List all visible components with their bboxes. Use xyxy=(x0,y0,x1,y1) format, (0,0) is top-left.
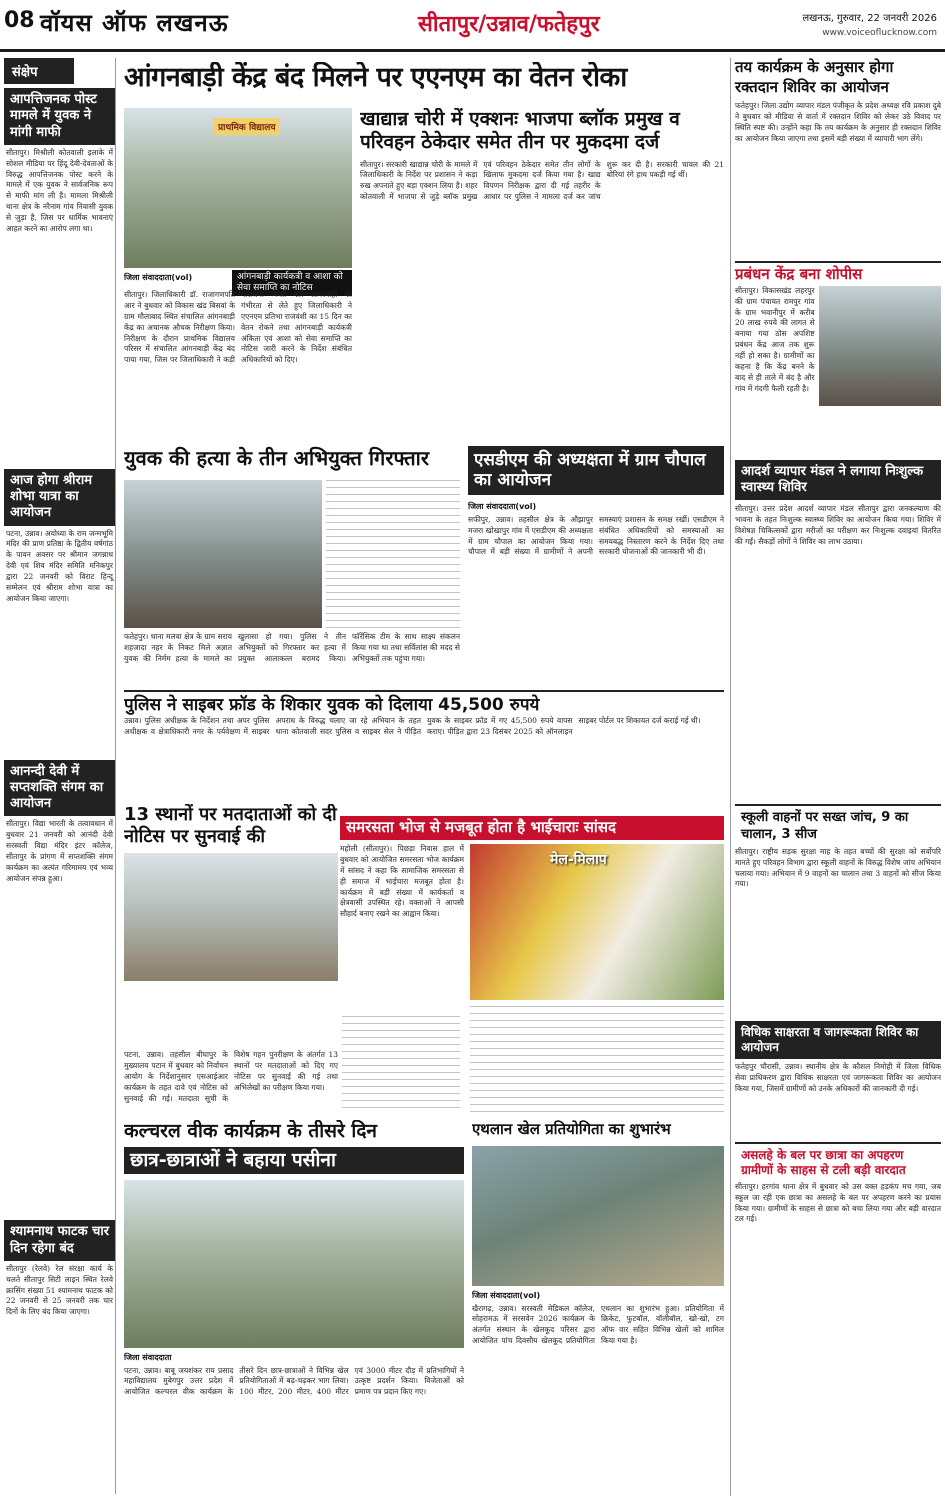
blood-headline: तय कार्यक्रम के अनुसार होगा रक्तदान शिविर का आयोजन xyxy=(735,58,894,96)
murder-text-side xyxy=(326,480,460,628)
shopees-headline: प्रबंधन केंद्र बना शोपीस xyxy=(735,261,941,286)
shopees-block xyxy=(735,286,941,456)
kidnap-text: सीतापुर। हरगांव थाना क्षेत्र में बुधवार को उस वक्त हड़कंप मच गया, जब स्कूल जा रही एक छात्रा का असलहे के बल पर अपहरण करने का प्रयास किया गया। ग्रामीणों के साहस से छात्रा को बचा लिया गया और बड़ी वारदात टल गई। xyxy=(735,1181,941,1224)
brief-text: पटना, उन्नाव। अयोध्या के राम जन्मभूमि मंदिर की प्राण प्रतिष्ठा के द्वितीय वर्षगांठ के पावन अवसर पर श्रीमान जगन्नाथ देवी एवं शिव मंदिर समिति मनिकपुर द्वारा 22 जनवरी को विराट हिन्दू सम्मेलन एवं श्रीराम शोभा यात्रा का आयोजन किया जाएगा। xyxy=(6,528,113,603)
blood-text: फतेहपुर। जिला उद्योग व्यापार मंडल पंजीकृत के प्रदेश अध्यक्ष रवि प्रकाश दुबे ने बुधवार को मीडिया से वार्ता में रक्तदान शिविर को लेकर उठे विवाद पर स्थिति स्पष्ट की। उन्होंने कहा कि तय कार्यक्रम के अनुसार ही रक्तदान शिविर का आयोजन किया जाएगा तथा इसमें बड़ी संख्या में व्यापारी भाग लेंगे। xyxy=(735,101,941,143)
briefs-tag: संक्षेप xyxy=(4,58,74,84)
lead-headline: आंगनबाड़ी केंद्र बंद मिलने पर एएनएम का वेतन रोका xyxy=(124,62,627,93)
brief-item xyxy=(4,760,115,1217)
brief-item xyxy=(4,469,115,756)
cyber-headline: पुलिस ने साइबर फ्रॉड के शिकार युवक को दिलाया 45,500 रुपये xyxy=(124,690,724,716)
cultural-headline-1: कल्चरल वीक कार्यक्रम के तीसरे दिन xyxy=(124,1120,377,1142)
athletics-photo xyxy=(472,1146,724,1286)
brief-item xyxy=(4,88,115,465)
khadyann-text: सीतापुर। सरकारी खाद्यान्न चोरी के मामले में जिलाधिकारी के निर्देश पर प्रशासन ने कड़ा रुख अपनाते हुए बड़ा एक्शन लिया है। शहर कोतवाली में भाजपा से जुड़े ब्लॉक प्रमुख एवं परिवहन ठेकेदार समेत तीन लोगों के खिलाफ मुकदमा दर्ज किया गया है। खाद्य विपणन निरीक्षक द्वारा दी गई तहरीर के आधार पर पुलिस ने मामला दर्ज कर जांच शुरू कर दी है। सरकारी चावल की 21 बोरियां रंगे हाथ पकड़ी गई थीं। xyxy=(360,159,724,202)
issue-date: लखनऊ, गुरुवार, 22 जनवरी 2026 xyxy=(802,13,937,24)
sdm-text: सफीपुर, उन्नाव। तहसील क्षेत्र के औझापुर मजरा खोखापुर गांव में एसडीएम की अध्यक्षता में ग्राम चौपाल का आयोजन किया गया। चौपाल में बड़ी संख्या में ग्रामीणों ने अपनी समस्याएं प्रशासन के समक्ष रखीं। एसडीएम ने संबंधित अधिकारियों को समस्याओं का समयबद्ध निस्तारण करने के निर्देश दिए तथा सरकारी योजनाओं की जानकारी भी दी। xyxy=(468,514,724,557)
voters-story xyxy=(124,804,338,1044)
legal-text: फतेहपुर चौरासी, उन्नाव। स्थानीय क्षेत्र के कौशल निमोही में जिला विधिक सेवा प्राधिकरण द्वारा विधिक साक्षरता एवं जागरूकता शिविर का आयोजन किया गया, जिसमें ग्रामीणों को उनके अधिकारों की जानकारी दी गई। xyxy=(735,1061,941,1093)
athletics-story xyxy=(472,1120,724,1496)
brief-title: आज होगा श्रीराम शोभा यात्रा का आयोजन xyxy=(4,469,115,526)
briefs-column xyxy=(4,58,116,1494)
sdm-headline: एसडीएम की अध्यक्षता में ग्राम चौपाल का आयोजन xyxy=(468,446,724,495)
school-vehicles-text: सीतापुर। राष्ट्रीय सड़क सुरक्षा माह के तहत बच्चों की सुरक्षा को सर्वोपरि मानते हुए परिवहन विभाग द्वारा स्कूली वाहनों के विरुद्ध विशेष जांच अभियान चलाया गया। अभियान में 9 वाहनों का चालान तथा 3 वाहनों को सीज किया गया। xyxy=(735,846,941,889)
athletics-text: खैरागढ़, उन्नाव। सरस्वती मेडिकल कॉलेज, सोहरामऊ में सरसवेन 2026 कार्यक्रम के अंतर्गत संस्थान के खेलकूद परिसर द्वारा आयोजित पांच दिवसीय खेलकूद प्रतियोगिता एथलान का शुभारंभ हुआ। प्रतियोगिता में क्रिकेट, फुटबॉल, वॉलीबॉल, खो-खो, टग ऑफ वार सहित विभिन्न खेलों को शामिल किया गया है। xyxy=(472,1303,724,1346)
cyber-story xyxy=(124,690,724,800)
brief-title: श्यामनाथ फाटक चार दिन रहेगा बंद xyxy=(4,1220,115,1261)
school-vehicles-headline: स्कूली वाहनों पर सख्त जांच, 9 का चालान, 3 सीज xyxy=(735,804,941,847)
brief-text: सीतापुर। विद्या भारती के तत्वावधान में बुधवार 21 जनवरी को आनंदी देवी सरस्वती विद्या मंदिर इंटर कॉलेज, सीतापुर के प्रांगण में सप्तशक्ति संगम कार्यक्रम का अत्यंत गरिमामय एवं भव्य आयोजन संपन्न हुआ। xyxy=(6,819,113,883)
section-title: सीतापुर/उन्नाव/फतेहपुर xyxy=(418,12,600,37)
paper-name: वॉयस ऑफ लखनऊ xyxy=(40,8,229,37)
murder-photo xyxy=(124,480,322,628)
khadyann-headline: खाद्यान्न चोरी में एक्शनः भाजपा ब्लॉक प्रमुख व परिवहन ठेकेदार समेत तीन पर मुकदमा दर्ज xyxy=(360,108,680,153)
page-number: 08 xyxy=(4,8,35,33)
voters-photo xyxy=(124,853,338,981)
samrasta-banner: मेल-मिलाप xyxy=(550,852,607,868)
brief-item xyxy=(4,1220,115,1321)
shopees-text: सीतापुर। विकासखंड लहरपुर की ग्राम पंचायत रामपुर गांव के ग्राम भवानीपुर में करीब 20 लाख रुपये की लागत से बनाया गया ठोस अपशिष्ट प्रबंधन केंद्र आज तक शुरू नहीं हो सका है। ग्रामीणों का कहना है कि केंद्र बनने के बाद से ही ताले में बंद है और गांव में गंदगी फैली रहती है। xyxy=(735,285,815,393)
athletics-byline: जिला संवाददाता(vol) xyxy=(472,1290,541,1300)
athletics-headline: एथलान खेल प्रतियोगिता का शुभारंभ xyxy=(472,1120,671,1138)
health-headline: आदर्श व्यापार मंडल ने लगाया निःशुल्क स्वास्थ्य शिविर xyxy=(735,460,941,501)
samrasta-photo xyxy=(470,844,724,1000)
voters-headline: 13 स्थानों पर मतदाताओं को दी नोटिस पर सुनवाई की xyxy=(124,804,337,847)
cultural-byline: जिला संवाददाता xyxy=(124,1352,172,1362)
legal-headline: विधिक साक्षरता व जागरूकता शिविर का आयोजन xyxy=(735,1021,941,1059)
kidnap-headline: असलहे के बल पर छात्रा का अपहरण ग्रामीणों के साहस से टली बड़ी वारदात xyxy=(735,1142,941,1182)
brief-title: आपत्तिजनक पोस्ट मामले में युवक ने मांगी माफी xyxy=(4,88,115,145)
cultural-story xyxy=(124,1120,464,1496)
lead-photo-caption: आंगनबाड़ी कार्यकत्री व आशा को सेवा समाप्ति का नोटिस xyxy=(232,270,352,296)
samrasta-story xyxy=(340,816,724,1116)
masthead xyxy=(0,0,945,52)
lead-byline: जिला संवाददाता(vol) xyxy=(124,273,193,282)
brief-text: सीतापुर। मिश्रीली कोतवाली इलाके में सोशल मीडिया पर हिंदू देवी-देवताओं के विरुद्ध आपत्तिजनक पोस्ट करने के मामले में एक युवक ने सार्वजनिक रूप से माफी मांग ली है। मामला मिश्रीली थाना क्षेत्र के नरैनाम गांव निवासी युवक से जुड़ा है, जिस पर धार्मिक भावनाएं आहत करने का आरोप लगा था। xyxy=(6,147,113,233)
murder-headline: युवक की हत्या के तीन अभियुक्त गिरफ्तार xyxy=(124,446,430,470)
murder-text: फतेहपुर। थाना मलवा क्षेत्र के ग्राम सराय शहजादा नहर के निकट मिले अज्ञात युवक की निर्मम हत्या के मामले का खुलासा हो गया। पुलिस ने तीन अभियुक्तों को गिरफ्तार कर हत्या में प्रयुक्त आलाकत्ल बरामद किया। फॉरेंसिक टीम के साथ साक्ष्य संकलन किया गया था तथा सर्विलांस की मदद से अभियुक्तों तक पहुंचा गया। xyxy=(124,632,460,663)
lead-photo-sign: प्राथमिक विद्यालय xyxy=(214,118,280,135)
cultural-headline-2: छात्र-छात्राओं ने बहाया पसीना xyxy=(124,1147,464,1174)
sdm-story xyxy=(468,446,724,686)
right-column xyxy=(730,58,941,1496)
lead-text: सीतापुर। जिलाधिकारी डॉ. राजागणपति आर ने बुधवार को विकास खंड बिसवां के ग्राम मौलाबाद स्थित संचालित आंगनबाड़ी केंद्र का अचानक औचक निरीक्षण किया। निरीक्षण के दौरान प्राथमिक विद्यालय परिसर में संचालित आंगनबाड़ी केंद्र बंद पाया गया, जिस पर जिलाधिकारी ने कड़ी नाराजगी व्यक्त की। लापरवाही को गंभीरता से लेते हुए जिलाधिकारी ने एएनएम प्रतिभा राजवंशी का 15 दिन का वेतन रोकने तथा आंगनबाड़ी कार्यकत्री अंकिता एवं आशा को सेवा समाप्ति का नोटिस जारी करने के निर्देश संबंधित अधिकारियों को दिए। xyxy=(124,290,352,365)
cultural-photo xyxy=(124,1180,464,1348)
khadyann-story xyxy=(360,108,724,438)
cultural-text: पटना, उन्नाव। बाबू जयशंकर राय प्रसाद महाविद्यालय मुबेगपुर उत्तर प्रदेश में आयोजित कल्चरल वीक कार्यक्रम के तीसरे दिन छात्र-छात्राओं ने विभिन्न खेल प्रतियोगिताओं में बढ़-चढ़कर भाग लिया। 100 मीटर, 200 मीटर, 400 मीटर एवं 3000 मीटर दौड़ में प्रतिभागियों ने उत्कृष्ट प्रदर्शन किया। विजेताओं को प्रमाण पत्र प्रदान किए गए। xyxy=(124,1365,464,1397)
shopees-photo xyxy=(819,286,941,406)
samrasta-text: महोली (सीतापुर)। पिछड़ा निवास हाल में बुधवार को आयोजित समरसता भोज कार्यक्रम में सांसद ने कहा कि सामाजिक समरसता से ही समाज में भाईचारा मजबूत होता है। कार्यक्रम में बड़ी संख्या में कार्यकर्ता व क्षेत्रवासी उपस्थित रहे। वक्ताओं ने आपसी सौहार्द बनाए रखने का आह्वान किया। xyxy=(340,844,464,919)
lead-photo xyxy=(124,108,352,268)
brief-text: सीतापुर (रेलवे) रेल संरक्षा कार्य के चलते सीतापुर सिटी लाइन स्थित रेलवे क्रासिंग संख्या 51 श्यामनाथ फाटक को 22 जनवरी से 25 जनवरी तक चार दिनों के लिए बंद किया जाएगा। xyxy=(6,1263,113,1317)
cyber-text: उन्नाव। पुलिस अधीक्षक के निर्देशन तथा अपर पुलिस अधीक्षक व क्षेत्राधिकारी नगर के पर्यवेक्षण में साइबर अपराध के विरुद्ध चलाए जा रहे अभियान के तहत थाना कोतवाली सदर पुलिस व साइबर सेल ने पीड़ित युवक के साइबर फ्रॉड में गए 45,500 रुपये वापस कराए। पीड़ित द्वारा 23 दिसंबर 2025 को ऑनलाइन साइबर पोर्टल पर शिकायत दर्ज कराई गई थी। xyxy=(124,716,701,736)
brief-title: आनन्दी देवी में सप्तशक्ति संगम का आयोजन xyxy=(4,760,115,817)
website-url[interactable]: www.voiceoflucknow.com xyxy=(822,28,937,38)
health-text: सीतापुर। उत्तर प्रदेश आदर्श व्यापार मंडल सीतापुर द्वारा जनकल्याण की भावना के तहत निःशुल्क स्वास्थ्य शिविर का आयोजन किया गया। शिविर में विशेषज्ञ चिकित्सकों द्वारा मरीजों का परीक्षण कर निःशुल्क दवाइयां वितरित की गईं। सैकड़ों लोगों ने शिविर का लाभ उठाया। xyxy=(735,504,941,546)
samrasta-headline: समरसता भोज से मजबूत होता है भाईचाराः सांसद xyxy=(340,816,724,840)
samrasta-text-cont xyxy=(470,1006,724,1114)
voters-text: पटना, उन्नाव। तहसील बीघापुर के मुख्यालय पटान में बुधवार को निर्वाचन आयोग के निर्देशानुसार एसआईआर कार्यक्रम के तहत दावे एवं नोटिस को सुनवाई की गई। मतदाता सूची के विशेष गहन पुनरीक्षण के अंतर्गत 13 स्थानों पर मतदाताओं को दिए गए नोटिस पर सुनवाई की गई तथा अभिलेखों का परीक्षण किया गया। xyxy=(124,1050,338,1103)
sdm-byline: जिला संवाददाता(vol) xyxy=(468,501,537,511)
